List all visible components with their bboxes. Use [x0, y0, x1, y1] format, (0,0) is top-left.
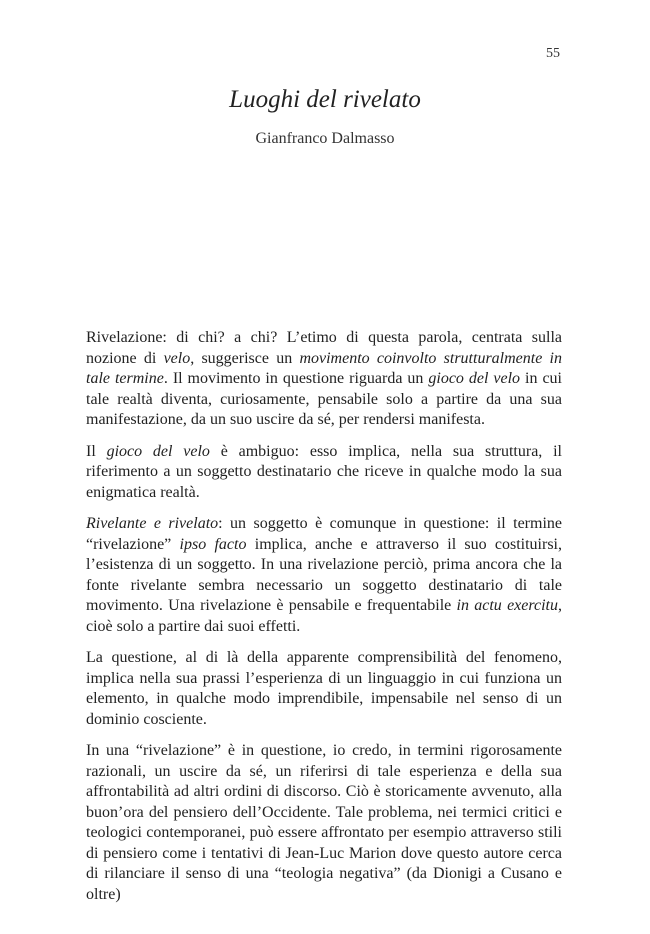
page-number: 55 [546, 46, 560, 61]
italic-run: ipso facto [179, 535, 247, 553]
body-paragraph [86, 442, 562, 504]
text-run: La questione, al di là della apparente comprensibilità del fenomeno, implica nella sua prassi l’esperienza di un linguaggio in cui funziona un elemento, in qualche modo imprendibile, impensabile nel senso di un dominio cosciente. [86, 649, 562, 728]
text-run: in cui tale realtà diventa, curiosamente, pensabile solo a partire da una sua manifestazione, da un suo uscire da sé, per rendersi manifesta. [86, 370, 562, 428]
article-body [86, 328, 562, 916]
text-run: Rivelazione: di chi? a chi? L’etimo di questa parola, centrata sulla nozione di [86, 329, 562, 367]
italic-run: velo [163, 349, 191, 367]
body-paragraph [86, 648, 562, 730]
text-run: : un soggetto è comunque in questione: il termine “rivelazione” [86, 515, 563, 553]
text-run: è ambiguo: esso implica, nella sua struttura, il riferimento a un soggetto destinatario che riceve in qualche modo la sua enigmatica realtà. [86, 442, 562, 501]
italic-run: gioco del velo [106, 442, 210, 460]
italic-run: in actu exercitu [456, 597, 558, 614]
italic-run: movimento coinvolto strutturalmente in tale termine [86, 349, 563, 387]
italic-run: gioco del velo [428, 370, 521, 387]
text-run: . Il movimento in questione riguarda un [163, 370, 429, 387]
article-title: Luoghi del rivelato [229, 86, 421, 113]
text-run: Il [86, 442, 107, 460]
text-run: , cioè solo a partire dai suoi effetti. [86, 597, 562, 635]
text-run: implica, anche e attraverso il suo costituirsi, l’esistenza di un soggetto. In una rivelazione perciò, prima ancora che la fonte rivelante sembra necessario un soggetto destinatario di tale movimento. Una rivelazione è pensabile e frequentabile [86, 535, 563, 614]
body-paragraph [86, 328, 562, 431]
article-author: Gianfranco Dalmasso [255, 130, 395, 147]
text-run: In una “rivelazione” è in questione, io credo, in termini rigorosamente razionali, un uscire da sé, un riferirsi di tale esperienza e della sua affrontabilità ad altri ordini di discorso. Ciò è storicamente avvenuto, alla buon’ora del pensiero dell’Occidente. Tale problema, nei termici critici e teologici contemporanei, può essere affrontato per esempio attraverso stili di pensiero come i tentativi di Jean-Luc Marion dove questo autore cerca di rilanciare il senso di una “teologia negativa” (da Dionigi a Cusano e oltre) [86, 742, 562, 903]
body-paragraph [86, 514, 562, 637]
text-run: , suggerisce un [190, 349, 300, 367]
body-paragraph [86, 741, 562, 905]
italic-run: Rivelante e rivelato [86, 515, 219, 532]
